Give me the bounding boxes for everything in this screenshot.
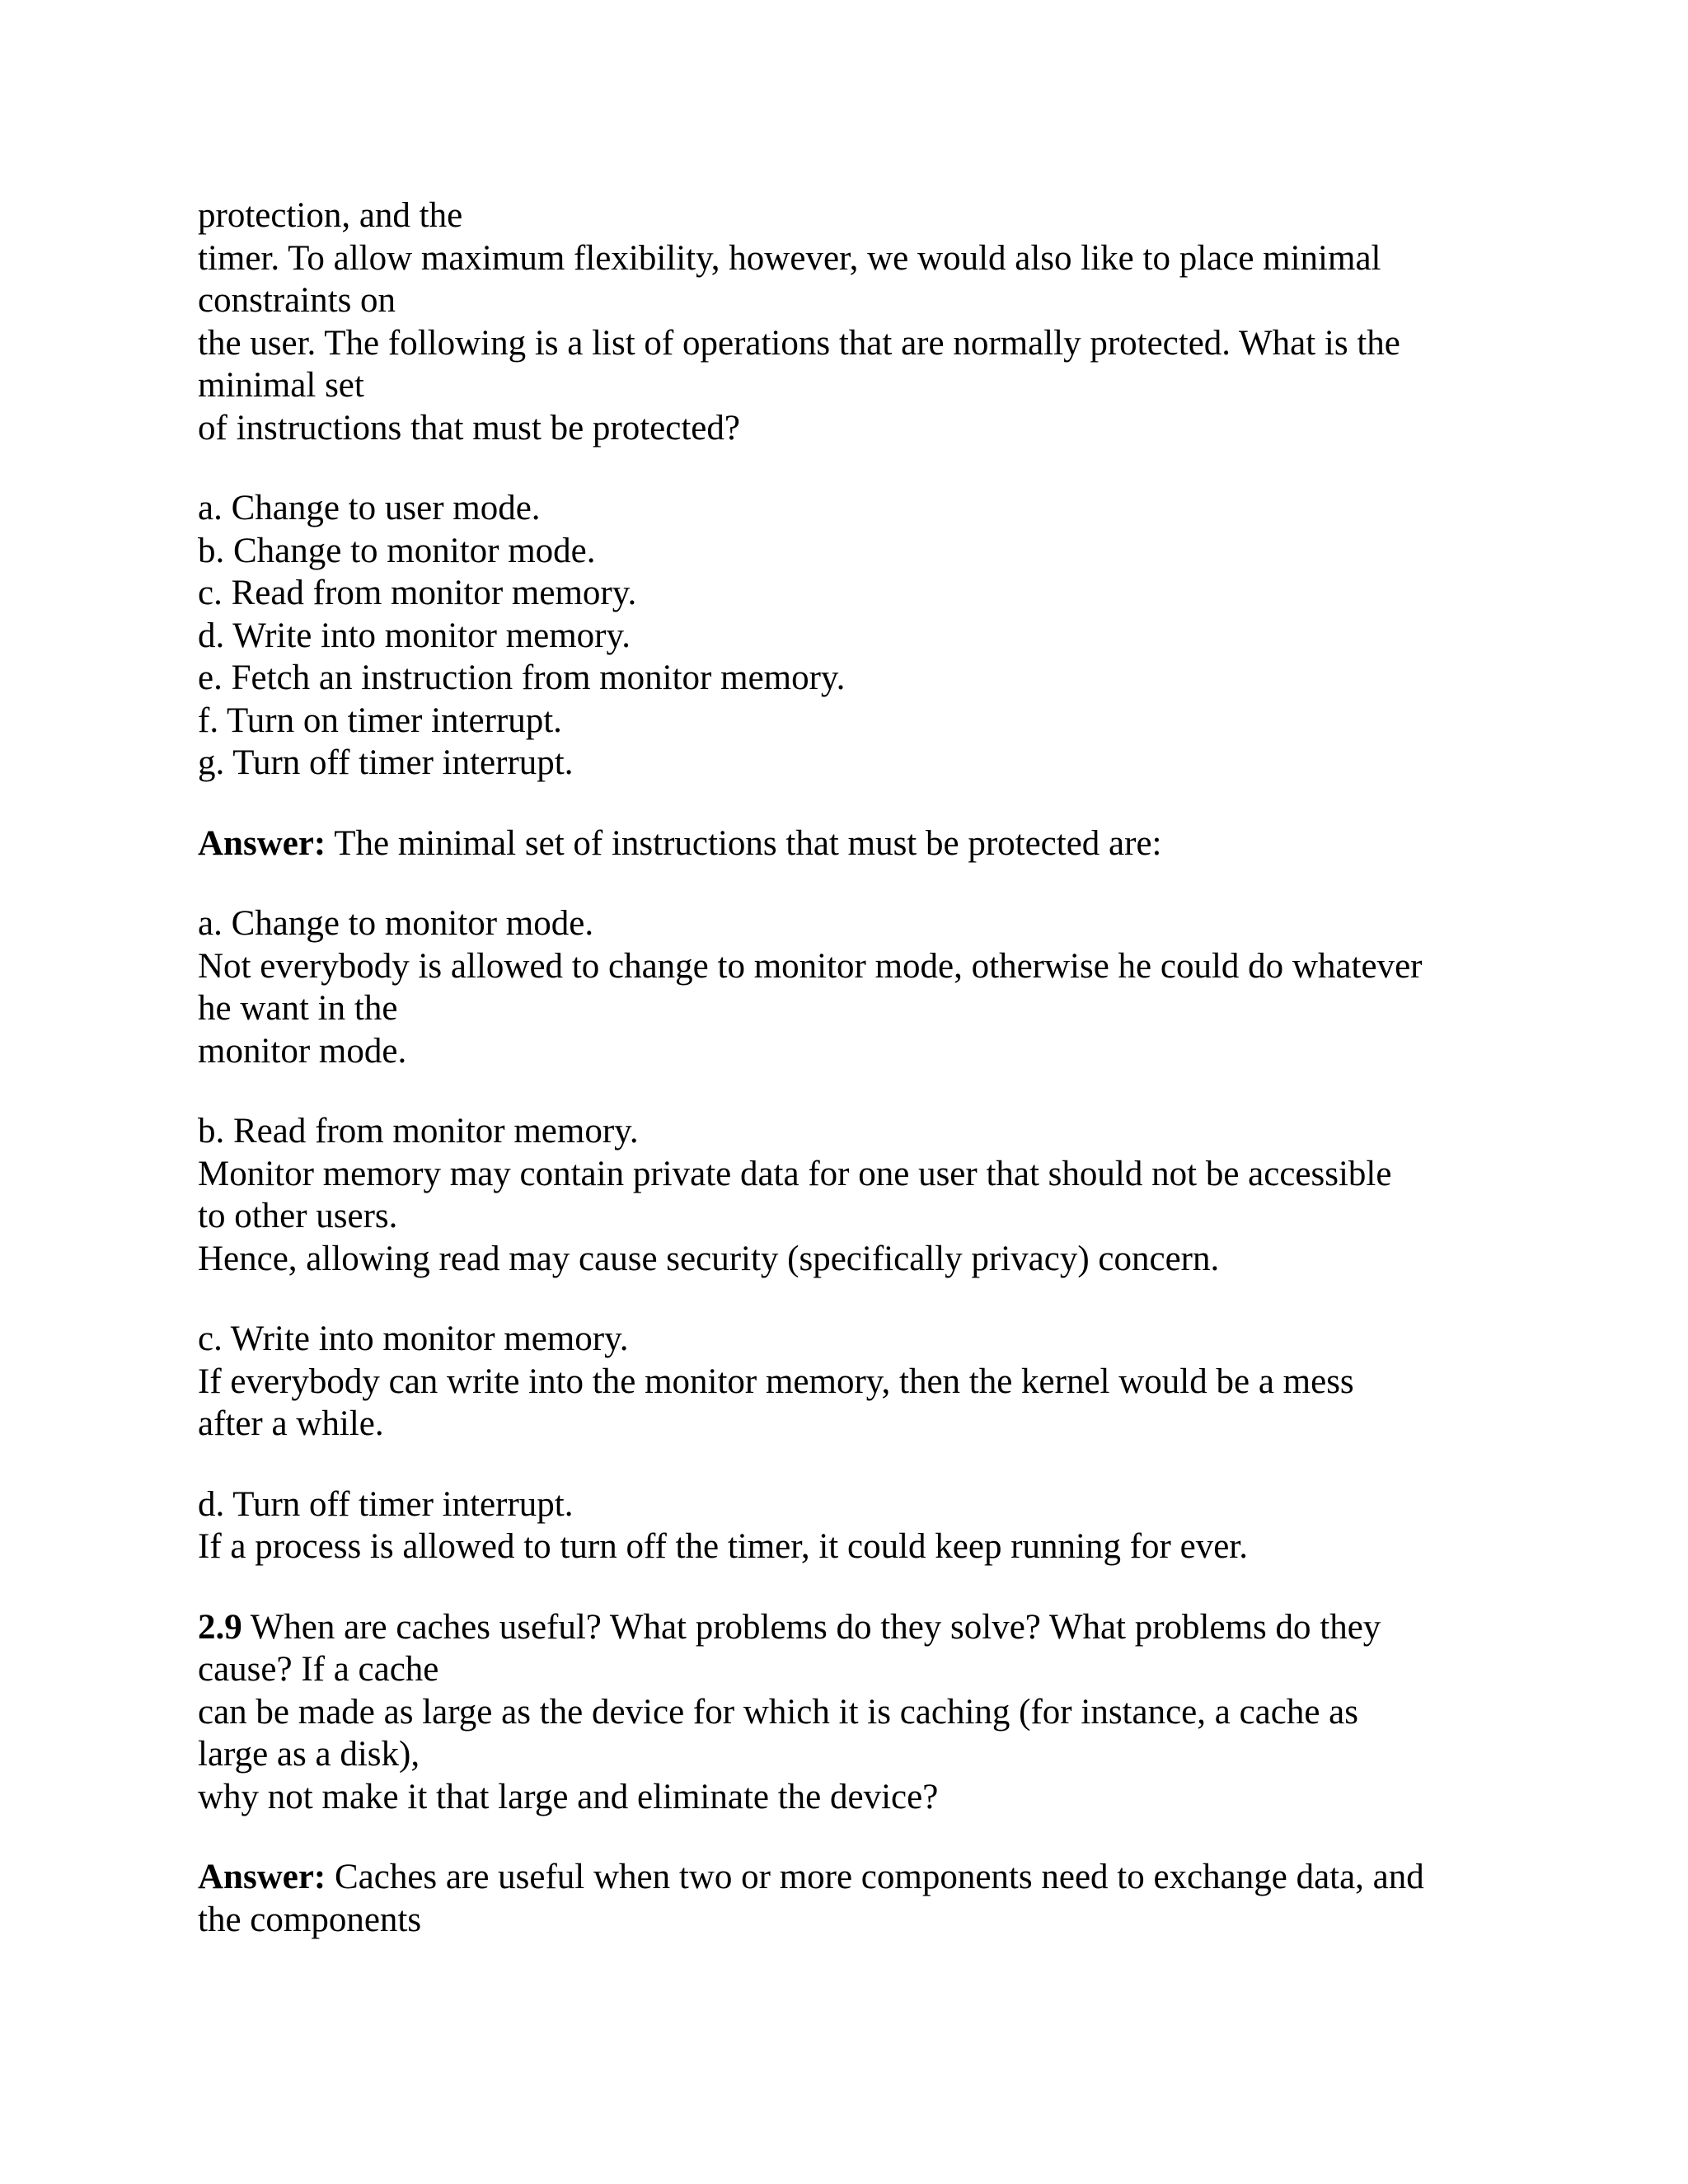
item-heading: c. Write into monitor memory. bbox=[198, 1319, 629, 1358]
paragraph-gap bbox=[198, 1818, 1500, 1856]
text-line: can be made as large as the device for which it is caching (for instance, a cache as bbox=[198, 1692, 1358, 1732]
answer-text: The minimal set of instructions that must be protected are: bbox=[326, 823, 1162, 863]
paragraph-gap bbox=[198, 785, 1500, 823]
question-2-9 bbox=[198, 1606, 1500, 1819]
paragraph-gap bbox=[198, 1280, 1500, 1318]
text-line: the components bbox=[198, 1900, 422, 1939]
answer-paragraph bbox=[198, 823, 1500, 865]
text-line: timer. To allow maximum flexibility, however, we would also like to place minimal bbox=[198, 238, 1381, 278]
text-line: to other users. bbox=[198, 1197, 398, 1235]
list-item: a. Change to user mode. bbox=[198, 489, 541, 527]
paragraph-gap bbox=[198, 1072, 1500, 1110]
text-line: constraints on bbox=[198, 281, 396, 320]
protected-item-a bbox=[198, 902, 1500, 1072]
document-body bbox=[198, 194, 1500, 1941]
text-line: minimal set bbox=[198, 366, 364, 405]
text-line: protection, and the bbox=[198, 196, 463, 235]
paragraph-gap bbox=[198, 865, 1500, 902]
list-item: g. Turn off timer interrupt. bbox=[198, 743, 574, 782]
question-text: When are caches useful? What problems do they solve? What problems do they bbox=[241, 1607, 1381, 1647]
list-item: d. Write into monitor memory. bbox=[198, 616, 631, 655]
text-line: he want in the bbox=[198, 989, 398, 1028]
answer-label: Answer: bbox=[198, 1858, 326, 1896]
text-line: of instructions that must be protected? bbox=[198, 408, 740, 448]
item-heading: d. Turn off timer interrupt. bbox=[198, 1484, 574, 1524]
text-line: Monitor memory may contain private data for one user that should not be accessible bbox=[198, 1154, 1392, 1193]
list-item: f. Turn on timer interrupt. bbox=[198, 701, 562, 740]
question-number: 2.9 bbox=[198, 1607, 242, 1647]
list-item: e. Fetch an instruction from monitor memory. bbox=[198, 658, 846, 697]
question-intro bbox=[198, 194, 1500, 449]
item-heading: b. Read from monitor memory. bbox=[198, 1112, 639, 1151]
paragraph-gap bbox=[198, 1568, 1500, 1606]
protected-item-d bbox=[198, 1483, 1500, 1568]
text-line: If everybody can write into the monitor memory, then the kernel would be a mess bbox=[198, 1361, 1354, 1401]
answer-label: Answer: bbox=[198, 823, 326, 863]
text-line: cause? If a cache bbox=[198, 1650, 439, 1689]
question-first-line bbox=[198, 1606, 1500, 1649]
protected-item-b bbox=[198, 1110, 1500, 1280]
text-line: monitor mode. bbox=[198, 1031, 407, 1071]
list-item: b. Change to monitor mode. bbox=[198, 531, 596, 570]
list-item: c. Read from monitor memory. bbox=[198, 574, 637, 612]
text-line: Not everybody is allowed to change to monitor mode, otherwise he could do whatever bbox=[198, 946, 1423, 986]
protected-item-c bbox=[198, 1318, 1500, 1446]
paragraph-gap bbox=[198, 1446, 1500, 1483]
operations-list bbox=[198, 487, 1500, 785]
paragraph-gap bbox=[198, 449, 1500, 487]
text-line: Hence, allowing read may cause security (specifically privacy) concern. bbox=[198, 1239, 1220, 1278]
answer-text: Caches are useful when two or more components need to exchange data, and bbox=[326, 1858, 1424, 1896]
answer-2-9 bbox=[198, 1856, 1500, 1941]
text-line: If a process is allowed to turn off the timer, it could keep running for ever. bbox=[198, 1527, 1248, 1566]
text-line: the user. The following is a list of operations that are normally protected. What is the bbox=[198, 323, 1400, 363]
text-line: large as a disk), bbox=[198, 1735, 420, 1774]
item-heading: a. Change to monitor mode. bbox=[198, 904, 594, 943]
text-line: why not make it that large and eliminate the device? bbox=[198, 1777, 939, 1816]
answer-first-line bbox=[198, 1856, 1500, 1899]
text-line: after a while. bbox=[198, 1404, 384, 1443]
